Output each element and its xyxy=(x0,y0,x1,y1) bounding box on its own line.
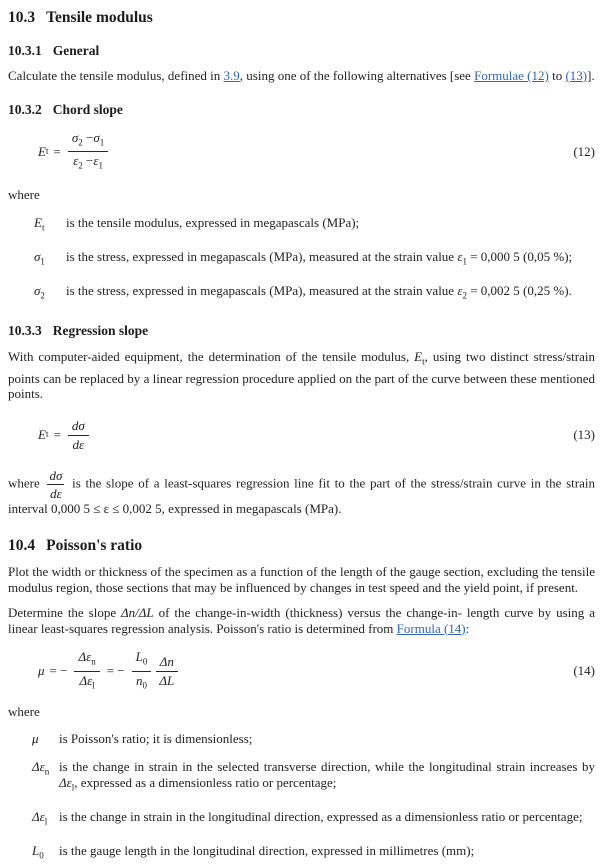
heading-title: Regression slope xyxy=(52,323,149,339)
variable-sigma1: σ xyxy=(93,129,100,145)
subscript: 2 xyxy=(78,160,83,171)
variable-sigma2: σ xyxy=(34,283,41,299)
subscript: l xyxy=(71,782,75,793)
variable-mu: μ xyxy=(32,730,39,746)
denominator: dε xyxy=(50,485,62,501)
subscript: 2 xyxy=(462,290,467,301)
formula-13-number: (13) xyxy=(573,427,595,443)
paragraph-calculate-modulus xyxy=(8,68,595,84)
subscript: l xyxy=(44,816,48,827)
subscript: 1 xyxy=(462,256,467,267)
variable-Et: E xyxy=(38,427,46,443)
numerator xyxy=(132,649,152,672)
paragraph-regression xyxy=(8,349,595,401)
link-3-9[interactable]: 3.9 xyxy=(223,68,240,83)
variable-Et: E xyxy=(34,215,42,231)
definition-term xyxy=(34,249,66,270)
denominator xyxy=(75,672,98,694)
variable-delta-epsilon-l: Δε xyxy=(59,774,72,790)
text: to xyxy=(548,68,566,83)
definition-sigma1 xyxy=(34,249,595,270)
text: is the slope of a least-squares regression line fit to the part of the stress/strain curve in the strain interval 0,000 5 ≤ ε ≤ 0,002 5, expressed in megapascals (MPa). xyxy=(8,475,595,516)
variable-sigma2: σ xyxy=(71,129,79,145)
heading-number: 10.3.2 xyxy=(8,101,42,117)
variable-epsilon1: ε xyxy=(457,249,463,265)
numerator: Δn xyxy=(156,654,178,672)
numerator xyxy=(68,130,108,153)
heading-number: 10.3.1 xyxy=(8,43,42,58)
link-formulae-12[interactable]: Formulae (12) xyxy=(474,68,549,83)
formula-14-math xyxy=(38,649,180,693)
text: ]. xyxy=(587,68,595,83)
text: Determine the slope xyxy=(8,605,122,621)
definition-term xyxy=(34,283,66,304)
definition-term xyxy=(32,759,59,796)
subscript: 2 xyxy=(78,137,83,148)
paragraph-slope-where xyxy=(8,468,595,517)
definition-sigma2 xyxy=(34,283,595,304)
subscript: 1 xyxy=(99,137,105,148)
numerator xyxy=(74,649,99,672)
variable-L0: L xyxy=(135,649,143,665)
formula-12 xyxy=(38,130,595,174)
heading-title: Poisson's ratio xyxy=(46,537,143,555)
fraction xyxy=(132,649,152,693)
text: With computer-aided equipment, the determination of the tensile modulus, xyxy=(8,349,415,365)
subscript: 1 xyxy=(40,256,45,267)
heading-number: 10.3 xyxy=(8,9,36,26)
heading-10-3-1 xyxy=(8,42,595,59)
denominator: dε xyxy=(72,436,85,452)
heading-10-3-3 xyxy=(8,322,595,339)
definition-desc xyxy=(59,759,595,796)
text: = 0,000 5 (0,05 %); xyxy=(466,249,573,265)
fraction xyxy=(47,468,64,501)
numerator: dσ xyxy=(68,418,89,436)
definition-desc xyxy=(66,249,595,270)
numerator: dσ xyxy=(49,467,63,483)
link-formula-14[interactable]: Formula (14) xyxy=(396,620,466,636)
equals-sign: = xyxy=(53,427,61,443)
text: Calculate the tensile modulus, defined in xyxy=(8,68,224,83)
subscript: n xyxy=(44,766,50,777)
heading-title: General xyxy=(52,43,100,58)
definition-Et xyxy=(34,215,595,236)
heading-10-4 xyxy=(8,536,595,555)
where-label-2: where xyxy=(8,704,40,720)
variable-sigma1: σ xyxy=(34,249,41,265)
text: , expressed as a dimensionless ratio or percentage; xyxy=(74,774,337,790)
subscript: t xyxy=(41,222,45,233)
definition-term xyxy=(32,843,59,864)
text: is the change in strain in the selected transverse direction, while the longitudinal strain increases by xyxy=(59,759,595,775)
text: where xyxy=(8,475,45,491)
subscript: t xyxy=(45,145,49,156)
minus-sign: − xyxy=(85,153,94,169)
paragraph-determine-slope xyxy=(8,605,595,636)
text: : xyxy=(465,620,470,636)
subscript: l xyxy=(92,680,95,691)
definition-desc: is the gauge length in the longitudinal direction, expressed in millimetres (mm); xyxy=(59,842,475,858)
variable-mu: μ xyxy=(38,663,45,679)
subscript: 1 xyxy=(98,160,103,171)
variable-Et: E xyxy=(414,349,423,365)
fraction xyxy=(155,654,178,689)
subscript: n xyxy=(91,656,96,667)
definition-mu xyxy=(32,731,595,747)
text: = 0,002 5 (0,25 %). xyxy=(466,283,572,299)
where-label-1: where xyxy=(8,186,40,202)
definition-L0 xyxy=(32,843,595,864)
heading-title: Chord slope xyxy=(52,101,123,117)
formula-12-math xyxy=(38,130,110,174)
variable-epsilon1: ε xyxy=(93,153,99,169)
subscript: t xyxy=(45,429,49,440)
text: is the stress, expressed in megapascals (MPa), measured at the strain value xyxy=(66,249,458,265)
math-delta-n-delta-L: Δn/ΔL xyxy=(121,605,154,621)
formula-13 xyxy=(38,418,595,453)
denominator xyxy=(69,152,107,174)
subscript: 0 xyxy=(142,656,148,667)
variable-epsilon2: ε xyxy=(73,153,79,169)
minus-sign: − xyxy=(85,129,94,145)
definition-desc: is Poisson's ratio; it is dimensionless; xyxy=(59,730,253,746)
heading-10-3 xyxy=(8,8,595,27)
paragraph-plot: Plot the width or thickness of the specimen as a function of the length of the gauge section, excluding the tensile modulus region, those sections that may be influenced by changes in test speed and the yield point, if present. xyxy=(8,564,595,595)
definition-desc: is the tensile modulus, expressed in megapascals (MPa); xyxy=(66,215,360,231)
definition-term xyxy=(32,731,59,747)
definition-term xyxy=(32,809,59,830)
fraction xyxy=(68,130,108,174)
definition-delta-eps-l xyxy=(32,809,595,830)
text: is the stress, expressed in megapascals (MPa), measured at the strain value xyxy=(66,283,458,299)
heading-title: Tensile modulus xyxy=(46,9,153,26)
variable-delta-epsilon-n: Δε xyxy=(78,649,92,665)
variable-delta-epsilon-n: Δε xyxy=(32,759,45,775)
formula-14 xyxy=(38,649,595,693)
heading-number: 10.4 xyxy=(8,537,36,555)
denominator xyxy=(132,672,151,694)
fraction xyxy=(68,418,89,453)
definition-desc: is the change in strain in the longitudinal direction, expressed as a dimensionless ratio or percentage; xyxy=(59,808,583,824)
variable-delta-epsilon-l: Δε xyxy=(32,808,45,824)
definition-desc xyxy=(66,283,595,304)
equals-sign: = xyxy=(53,143,61,159)
variable-delta-epsilon-l: Δε xyxy=(79,672,93,688)
subscript: 0 xyxy=(142,680,147,691)
variable-epsilon2: ε xyxy=(457,283,463,299)
variable-n0: n xyxy=(136,672,143,688)
formula-12-number: (12) xyxy=(573,143,595,159)
text: of the change-in-width (thickness) versus the change-in- length curve by using a linear least-squares regression analysis. Poisson's ratio is determined from xyxy=(8,605,595,636)
heading-number: 10.3.3 xyxy=(8,323,42,339)
variable-Et: E xyxy=(38,143,46,159)
subscript: 0 xyxy=(39,850,44,861)
link-13[interactable]: (13) xyxy=(565,68,588,83)
formula-14-number: (14) xyxy=(573,663,595,679)
denominator: ΔL xyxy=(159,672,175,688)
fraction xyxy=(74,649,99,693)
variable-L0: L xyxy=(32,842,40,858)
subscript: t xyxy=(422,357,425,368)
definition-delta-eps-n xyxy=(32,759,595,796)
text: , using two distinct stress/strain points can be replaced by a linear regression procedure applied on the part of the curve between these mentioned points. xyxy=(8,349,595,402)
heading-10-3-2 xyxy=(8,101,595,118)
formula-13-math xyxy=(38,418,91,453)
equals-minus-sign: = − xyxy=(106,663,125,679)
subscript: 2 xyxy=(40,290,45,301)
text: , using one of the following alternatives [see xyxy=(239,68,475,83)
equals-minus-sign: = − xyxy=(49,663,68,679)
definition-term xyxy=(34,215,66,236)
